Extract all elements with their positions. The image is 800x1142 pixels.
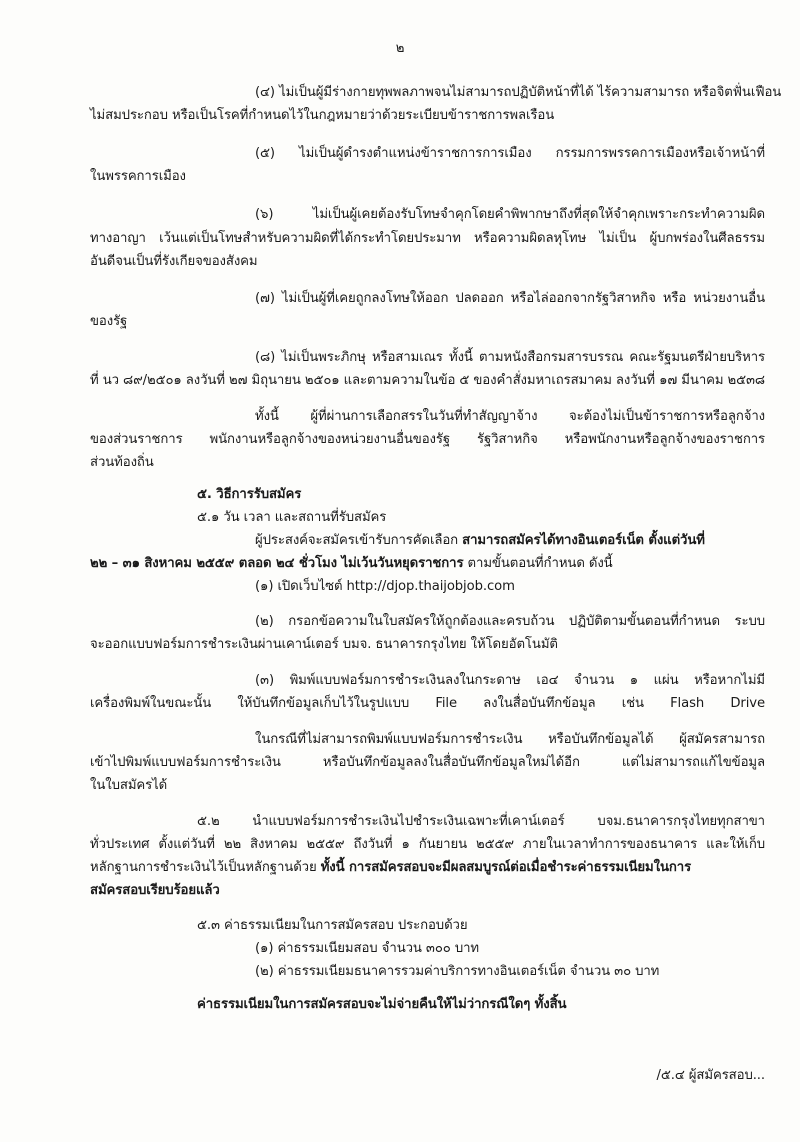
section-5-2-line-2: ทั่วประเทศ ตั้งแต่วันที่ ๒๒ สิงหาคม ๒๕๕๙ ถึงวันที่ ๑ กันยายน ๒๕๕๙ ภายในเวลาทำการของธนาคาร และให้เก็บ — [90, 837, 765, 852]
section-5-1-line-1-bold: สามารถสมัครได้ทางอินเตอร์เน็ต ตั้งแต่วันที่ — [462, 533, 705, 548]
section-5-2-line-1: ๕.๒ นำแบบฟอร์มการชำระเงินไปชำระเงินเฉพาะที่เคาน์เตอร์ บจม.ธนาคารกรุงไทยทุกสาขา — [197, 814, 765, 829]
fee-2: (๒) ค่าธรรมเนียมธนาคารรวมค่าบริการทางอินเตอร์เน็ต จำนวน ๓๐ บาท — [255, 964, 660, 979]
page-number: ๒ — [395, 41, 405, 56]
section-5-2-line-3 — [90, 859, 765, 877]
section-5-1-line-2 — [90, 555, 613, 573]
item-5-line-1: (๕) ไม่เป็นผู้ดำรงตำแหน่งข้าราชการการเมือง กรรมการพรรคการเมืองหรือเจ้าหน้าที่ — [255, 146, 765, 161]
section-5-1-line-1 — [255, 532, 765, 550]
section-5-2-line-4: สมัครสอบเรียบร้อยแล้ว — [90, 883, 220, 898]
section-5-2-line-3-normal: หลักฐานการชำระเงินไว้เป็นหลักฐานด้วย — [90, 860, 321, 875]
item-8-line-1: (๘) ไม่เป็นพระภิกษุ หรือสามเณร ทั้งนี้ ตามหนังสือกรมสารบรรณ คณะรัฐมนตรีฝ่ายบริหาร — [255, 350, 765, 365]
section-5-3-title: ๕.๓ ค่าธรรมเนียมในการสมัครสอบ ประกอบด้วย — [197, 918, 468, 933]
item-4-line-2: ไม่สมประกอบ หรือเป็นโรคที่กำหนดไว้ในกฎหมายว่าด้วยระเบียบข้าราชการพลเรือน — [90, 108, 555, 123]
section-5-2-line-3-bold: ทั้งนี้ การสมัครสอบจะมีผลสมบูรณ์ต่อเมื่อชำระค่าธรรมเนียมในการ — [320, 860, 692, 875]
fee-1: (๑) ค่าธรรมเนียมสอบ จำนวน ๓๐๐ บาท — [255, 941, 479, 956]
note-line-3: ส่วนท้องถิ่น — [90, 455, 154, 470]
item-6-line-1: (๖) ไม่เป็นผู้เคยต้องรับโทษจำคุกโดยคำพิพากษาถึงที่สุดให้จำคุกเพราะกระทำความผิด — [255, 207, 765, 222]
step-2-line-2: จะออกแบบฟอร์มการชำระเงินผ่านเคาน์เตอร์ บมจ. ธนาคารกรุงไทย ให้โดยอัตโนมัติ — [90, 637, 558, 652]
step-3-line-2: เครื่องพิมพ์ในขณะนั้น ให้บันทึกข้อมูลเก็บไว้ในรูปแบบ File ลงในสื่อบันทึกข้อมูล เช่น Flash Drive — [90, 696, 765, 711]
note-line-2: ของส่วนราชการ พนักงานหรือลูกจ้างของหน่วยงานอื่นของรัฐ รัฐวิสาหกิจ หรือพนักงานหรือลูกจ้างของราชการ — [90, 432, 765, 447]
step-2-line-1: (๒) กรอกข้อความในใบสมัครให้ถูกต้องและครบถ้วน ปฏิบัติตามขั้นตอนที่กำหนด ระบบ — [255, 614, 765, 629]
section-5-1-line-1-normal: ผู้ประสงค์จะสมัครเข้ารับการคัดเลือก — [255, 533, 463, 548]
item-6-line-2: ทางอาญา เว้นแต่เป็นโทษสำหรับความผิดที่ได้กระทำโดยประมาท หรือความผิดลหุโทษ ไม่เป็น ผู้บกพร่องในศีลธรรม — [90, 231, 765, 246]
item-8-line-2: ที่ นว ๘๙/๒๕๐๑ ลงวันที่ ๒๗ มิถุนายน ๒๕๐๑ และตามความในข้อ ๕ ของคำสั่งมหาเถรสมาคม ลงวันที่ ๑๗ มีนาคม ๒๕๓๘ — [90, 373, 765, 388]
item-4-line-1: (๔) ไม่เป็นผู้มีร่างกายทุพพลภาพจนไม่สามารถปฏิบัติหน้าที่ได้ ไร้ความสามารถ หรือจิตฟั่นเฟือน — [255, 85, 782, 100]
section-5-1-line-2-normal: ตามขั้นตอนที่กำหนด ดังนี้ — [463, 556, 613, 571]
case-line-1: ในกรณีที่ไม่สามารถพิมพ์แบบฟอร์มการชำระเงิน หรือบันทึกข้อมูลได้ ผู้สมัครสามารถ — [255, 732, 765, 747]
item-5-line-2: ในพรรคการเมือง — [90, 169, 186, 184]
case-line-3: ในใบสมัครได้ — [90, 778, 168, 793]
step-1: (๑) เปิดเว็บไซต์ http://djop.thaijobjob.com — [255, 579, 515, 594]
note-line-1: ทั้งนี้ ผู้ที่ผ่านการเลือกสรรในวันที่ทำสัญญาจ้าง จะต้องไม่เป็นข้าราชการหรือลูกจ้าง — [255, 409, 765, 424]
step-3-line-1: (๓) พิมพ์แบบฟอร์มการชำระเงินลงในกระดาษ เอ๔ จำนวน ๑ แผ่น หรือหากไม่มี — [255, 673, 765, 688]
continuation-marker: /๕.๔ ผู้สมัครสอบ... — [656, 1068, 765, 1083]
case-line-2: เข้าไปพิมพ์แบบฟอร์มการชำระเงิน หรือบันทึกข้อมูลลงในสื่อบันทึกข้อมูลใหม่ได้อีก แต่ไม่สามารถแก้ไขข้อมูล — [90, 755, 765, 770]
section-5-1-title: ๕.๑ วัน เวลา และสถานที่รับสมัคร — [197, 510, 387, 525]
item-7-line-1: (๗) ไม่เป็นผู้ที่เคยถูกลงโทษให้ออก ปลดออก หรือไล่ออกจากรัฐวิสาหกิจ หรือ หน่วยงานอื่น — [255, 291, 765, 306]
section-5-title: ๕. วิธีการรับสมัคร — [197, 487, 302, 502]
section-5-1-line-2-bold: ๒๒ – ๓๑ สิงหาคม ๒๕๕๙ ตลอด ๒๔ ชั่วโมง ไม่เว้นวันหยุดราชการ — [90, 556, 464, 571]
item-7-line-2: ของรัฐ — [90, 314, 128, 329]
refund-note: ค่าธรรมเนียมในการสมัครสอบจะไม่จ่ายคืนให้ไม่ว่ากรณีใดๆ ทั้งสิ้น — [197, 997, 567, 1012]
item-6-line-3: อันดีจนเป็นที่รังเกียจของสังคม — [90, 254, 258, 269]
